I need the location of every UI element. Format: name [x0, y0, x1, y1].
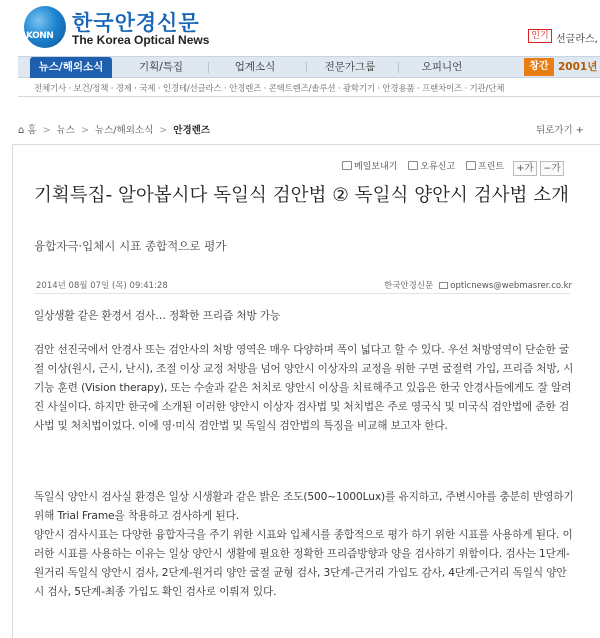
breadcrumb — [18, 122, 210, 136]
logo-mark-text: KONN — [26, 31, 54, 41]
breadcrumb-current[interactable]: 안경렌즈 — [173, 125, 211, 136]
nav-item-industry[interactable]: 업계소식 — [234, 61, 276, 73]
report-label: 오류신고 — [420, 162, 456, 172]
nav-item-features[interactable]: 기획/특집 — [138, 61, 184, 73]
breadcrumb-separator: > — [159, 125, 168, 136]
header-divider — [18, 96, 600, 97]
mail-icon — [439, 282, 448, 289]
main-nav — [18, 56, 600, 78]
email-button[interactable] — [342, 159, 397, 172]
breadcrumb-news[interactable]: 뉴스 — [56, 125, 75, 136]
article-title: 기획특집- 알아봅시다 독일식 검안법 ② 독일식 양안시 검사법 소개 — [34, 185, 569, 206]
article-paragraph: 양안시 검사시표는 다양한 융합자극을 주기 위한 시표와 입체시를 종합적으로 평가 하기 위한 시표를 사용하게 된다. 이러한 시표를 사용하는 이유는 일상 양안시 생활에 필요한 정확한 프리즘방향과 양을 검사하기 위함이다. 검사는 1단계-원거리 독일식 양안시 검사, 2단계-원거리 양안 굴절 균형 검사, 3단계-근거리 가입도 감사, 4단계-근거리 독일식 양안시 검사, 5단계-최종 가입도 확인 검사로 이뤄져 있다. — [34, 529, 573, 598]
article-subtitle: 융합자극·입체시 시표 종합적으로 평가 — [34, 239, 227, 253]
printer-icon — [466, 161, 476, 170]
article-paragraph: 독일식 양안시 검사실 환경은 일상 시생활과 같은 밝은 조도(500~1000Lux)를 유지하고, 주변시야를 충분히 반영하기 위해 Trial Frame을 착용하고 검사하게 된다. — [34, 491, 574, 522]
print-button[interactable] — [466, 159, 504, 172]
font-size-controls — [510, 156, 564, 176]
site-header — [0, 0, 600, 52]
font-increase-button[interactable]: +가 — [513, 161, 537, 176]
sub-nav[interactable]: 전체기사 · 보건/정책 · 경제 · 국제 · 인경테/선글라스 · 안경렌즈 · 콘택트렌즈/솔루션 · 광학기기 · 안경용품 · 프랜차이즈 · 기관/단체 — [34, 84, 505, 94]
print-label: 프린트 — [478, 162, 505, 172]
nav-item-opinion[interactable]: 오피니언 — [421, 61, 463, 73]
home-icon[interactable]: ⌂ — [18, 125, 25, 136]
source-name: 한국안경신문 — [384, 281, 434, 291]
foundation-label: 창간 — [524, 58, 554, 76]
article-date: 2014년 08월 07일 (목) 09:41:28 — [36, 281, 168, 291]
reporter-email[interactable]: opticnews@webmasrer.co.kr — [450, 281, 573, 291]
meta-divider — [34, 293, 570, 294]
article-tools — [342, 159, 512, 172]
nav-divider — [208, 62, 209, 73]
article-source — [384, 279, 572, 291]
article-lead: 일상생활 같은 환경서 검사… 정확한 프리즘 처방 가능 — [34, 310, 281, 322]
nav-item-experts[interactable]: 전문가그룹 — [324, 61, 376, 73]
hot-badge: 인기 — [528, 29, 552, 43]
back-link[interactable]: 뒤로가기 + — [536, 125, 584, 136]
report-icon — [408, 161, 418, 170]
nav-divider — [306, 62, 307, 73]
foundation-badge — [524, 56, 600, 78]
foundation-year: 2001년 — [558, 61, 598, 73]
breadcrumb-home[interactable]: 홈 — [27, 125, 37, 136]
breadcrumb-separator: > — [81, 125, 89, 136]
logo-english-title[interactable]: The Korea Optical News — [72, 33, 210, 47]
logo-icon[interactable] — [24, 6, 66, 48]
email-label: 메일보내기 — [354, 162, 398, 172]
nav-item-news[interactable]: 뉴스/해외소식 — [30, 57, 112, 78]
report-error-button[interactable] — [408, 159, 455, 172]
breadcrumb-separator: > — [42, 125, 51, 136]
hot-keyword-link[interactable]: 선글라스, — [556, 34, 598, 45]
logo-korean-title[interactable]: 한국안경신문 — [72, 11, 200, 35]
nav-divider — [398, 62, 399, 73]
envelope-icon — [342, 161, 352, 170]
font-decrease-button[interactable]: −가 — [540, 161, 564, 176]
article-paragraph: 검안 선진국에서 안경사 또는 검안사의 처방 영역은 매우 다양하며 폭이 넓다고 할 수 있다. 우선 처방영역이 단순한 굴절 이상(원시, 근시, 난시), 조절 이상 교정 처방을 넘어 양안시 이상자의 교정을 위한 구면 굴절력 가입, 프리즘 처방, 시기능 훈련 (Vision therapy), 또는 수술과 같은 처치로 양안시 이상을 치료해주고 있음은 한국 안경사들에게도 잘 알려진 사실이다. 하지만 한국에 소개된 이러한 양안시 이상자 검사법 및 처치법은 주로 영국식 및 미국식 검안법에 준한 검사법 및 처치법이었다. 이에 영·미식 검안법 및 독일식 검안법의 특징을 비교해 보고자 한다. — [34, 344, 574, 432]
breadcrumb-news-world[interactable]: 뉴스/해외소식 — [95, 125, 154, 136]
